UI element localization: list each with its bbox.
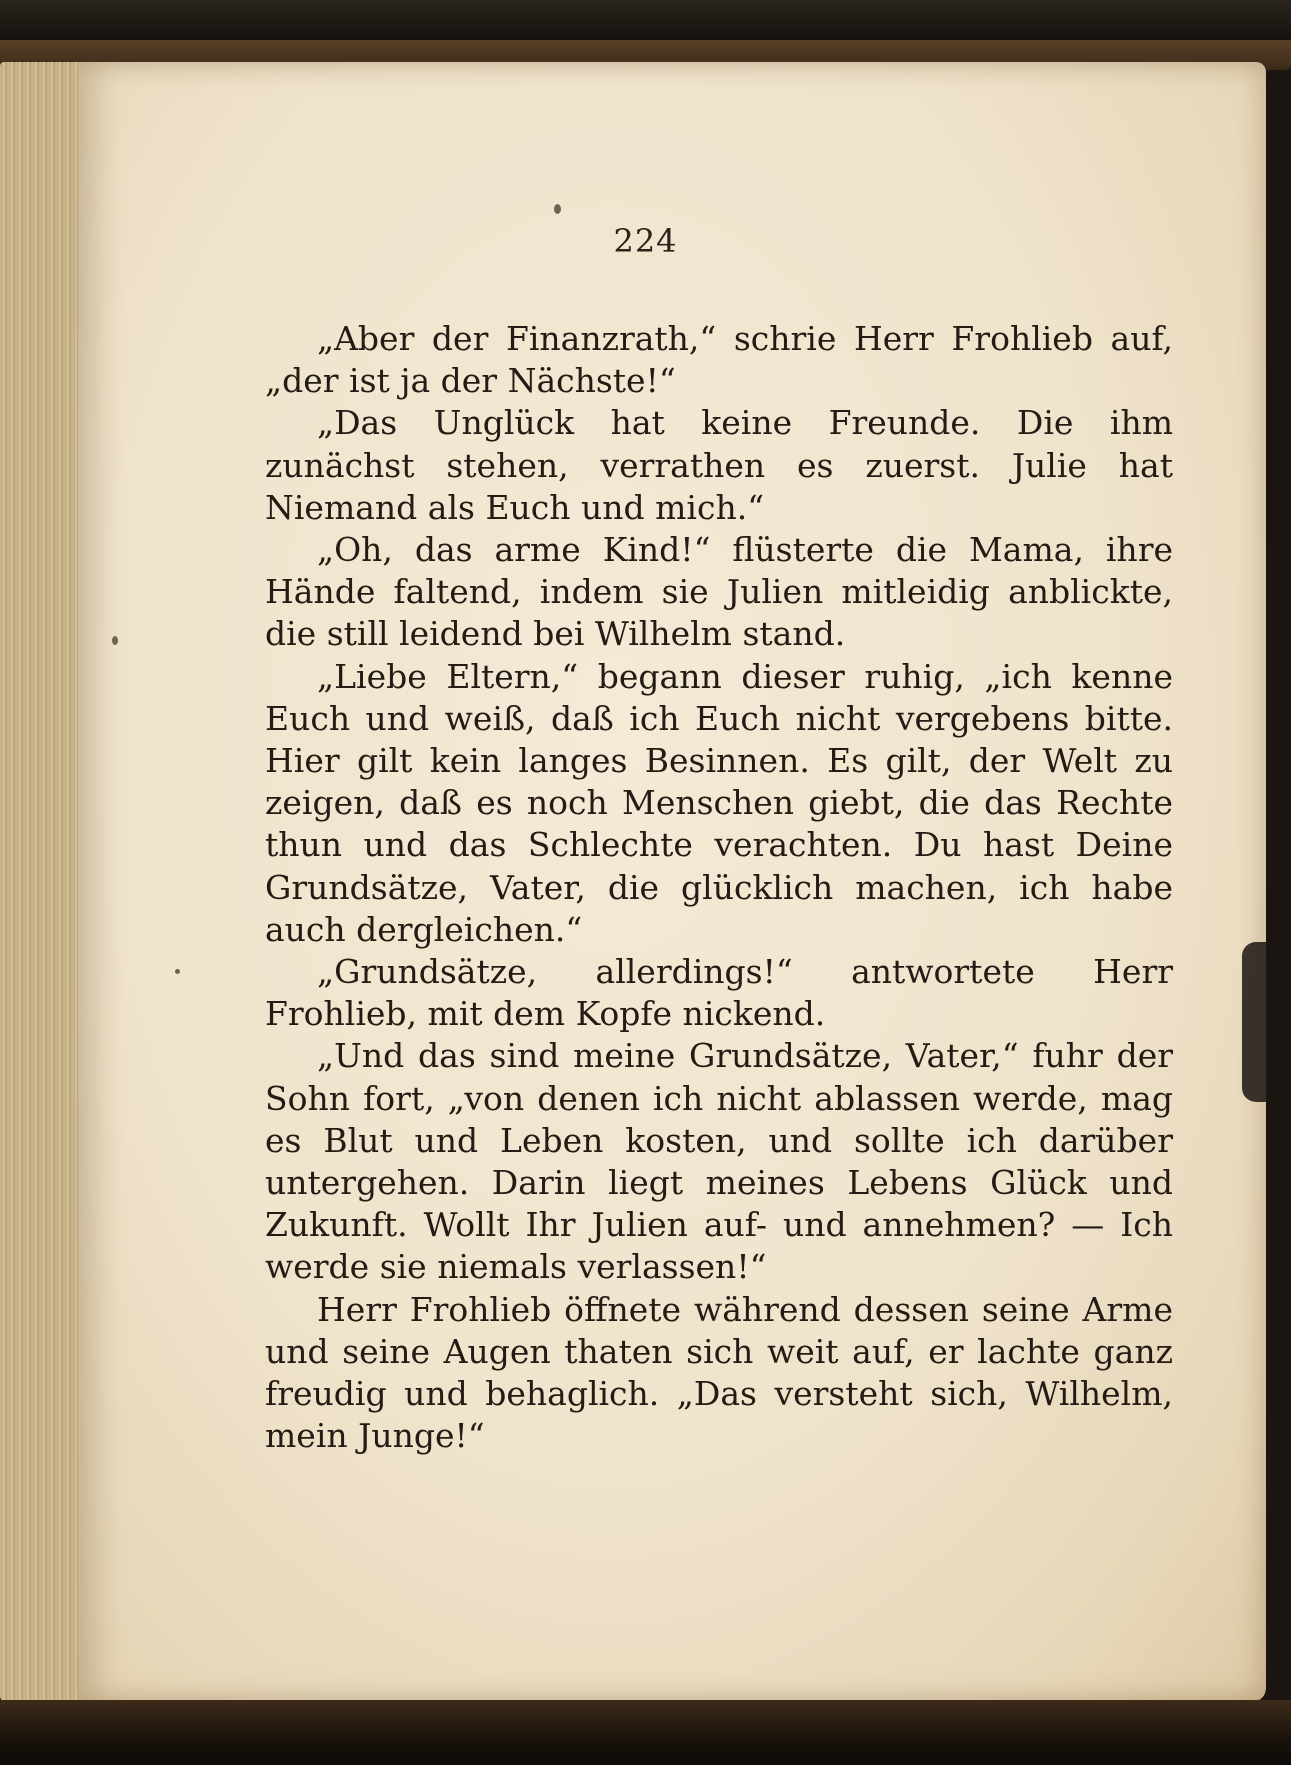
paragraph: „Das Unglück hat keine Freunde. Die ihm zunächst stehen, verrathen es zuerst. Julie hat Niemand als Euch und mich.“ xyxy=(265,403,1173,527)
ink-speck xyxy=(112,636,118,645)
book-cover-bottom xyxy=(0,1700,1291,1765)
paragraph: „Aber der Finanzrath,“ schrie Herr Frohlieb auf, „der ist ja der Nächste!“ xyxy=(265,319,1173,401)
paragraph: „Oh, das arme Kind!“ flüsterte die Mama, ihre Hände faltend, indem sie Julien mitleidig anblickte, die still leidend bei Wilhelm stand. xyxy=(265,530,1173,654)
page-text xyxy=(265,318,1173,1457)
ink-speck xyxy=(554,204,561,214)
page-number: 224 xyxy=(613,222,678,260)
paragraph: „Und das sind meine Grundsätze, Vater,“ fuhr der Sohn fort, „von denen ich nicht ablassen werde, mag es Blut und Leben kosten, und sollte ich darüber untergehen. Darin liegt meines Lebens Glück und Zukunft. Wollt Ihr Julien auf- und annehmen? — Ich werde sie niemals verlassen!“ xyxy=(265,1036,1173,1287)
paragraph: „Liebe Eltern,“ begann dieser ruhig, „ich kenne Euch und weiß, daß ich Euch nicht vergebens bitte. Hier gilt kein langes Besinnen. Es gilt, der Welt zu zeigen, daß es noch Menschen giebt, die das Rechte thun und das Schlechte verachten. Du hast Deine Grundsätze, Vater, die glücklich machen, ich habe auch dergleichen.“ xyxy=(265,656,1173,949)
paragraph: Herr Frohlieb öffnete während dessen seine Arme und seine Augen thaten sich weit auf, er lachte ganz freudig und behaglich. „Das versteht sich, Wilhelm, mein Junge!“ xyxy=(265,1289,1173,1456)
paragraph: „Grundsätze, allerdings!“ antwortete Herr Frohlieb, mit dem Kopfe nickend. xyxy=(265,952,1173,1034)
ink-speck xyxy=(175,969,180,974)
